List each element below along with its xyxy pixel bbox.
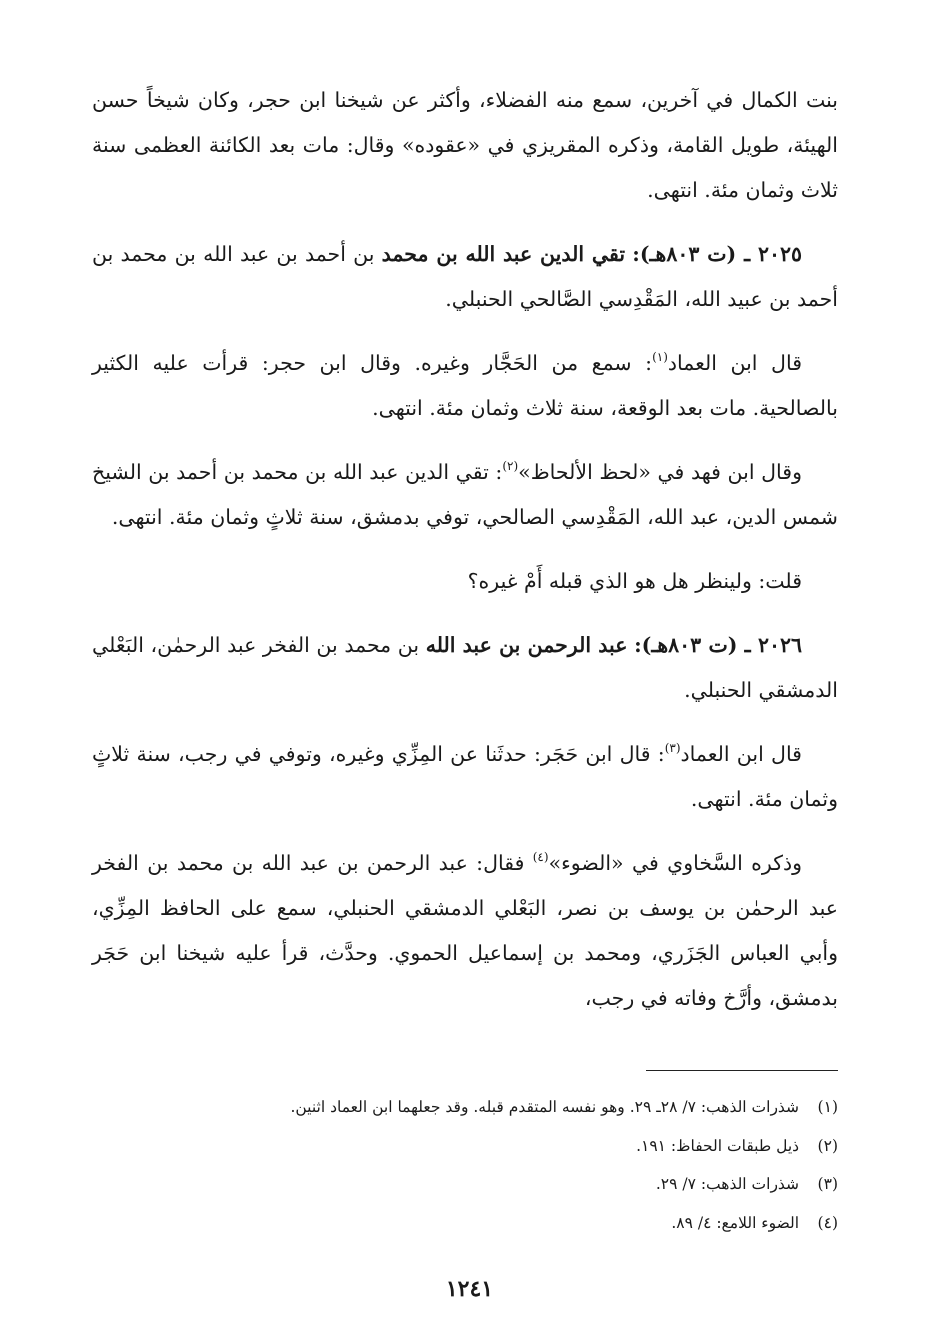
- footnote-text: ذيل طبقات الحفاظ: ١٩١.: [636, 1136, 800, 1155]
- footnotes: [92, 1088, 838, 1242]
- entry-number: ٢٠٢٥ ـ (ت ٨٠٣هـ):: [632, 242, 802, 266]
- entry-number: ٢٠٢٦ ـ (ت ٨٠٣هـ):: [634, 633, 802, 657]
- footnote-separator: [646, 1070, 838, 1071]
- footnote-number: (٢): [817, 1136, 838, 1155]
- quote-text: : سمع من الحَجَّار وغيره. وقال ابن حجر: قرأت عليه الكثير بالصالحية. مات بعد الوقعة، سنة ثلاث وثمان مئة. انتهى.: [92, 351, 838, 420]
- quote-text: : تقي الدين عبد الله بن محمد بن أحمد بن الشيخ شمس الدين، عبد الله، المَقْدِسي الصالحي، توفي بدمشق، سنة ثلاثٍ وثمان مئة. انتهى.: [92, 460, 838, 529]
- footnote-marker[interactable]: (٤): [532, 850, 549, 864]
- main-text: [92, 78, 838, 1040]
- quote-text: فقال: عبد الرحمن بن عبد الله بن محمد بن الفخر عبد الرحمٰن بن يوسف بن نصر، البَعْلي الدمشقي الحنبلي، سمع على الحافظ المِزِّي، وأبي العباس الجَزَري، ومحمد بن إسماعيل الحموي. وحدَّث، قرأ عليه شيخنا ابن حَجَر بدمشق، وأرَّخ وفاته في رجب،: [92, 851, 838, 1010]
- footnote-item: [92, 1127, 838, 1166]
- quote-ibn-alimad-2: [92, 732, 838, 822]
- footnote-marker[interactable]: (١): [652, 350, 668, 364]
- footnote-item: [92, 1088, 838, 1127]
- quote-intro: قال ابن العماد: [680, 742, 802, 766]
- quote-ibn-fahd: [92, 450, 838, 540]
- quote-ibn-alimad-1: [92, 341, 838, 431]
- quote-intro: قال ابن العماد: [667, 351, 802, 375]
- footnote-number: (١): [817, 1098, 838, 1116]
- quote-intro: وقال ابن فهد في «لحظ الألحاظ»: [518, 460, 802, 484]
- footnote-item: [92, 1204, 838, 1243]
- paragraph-continuation: [92, 78, 838, 213]
- page-number: ١٢٤١: [445, 1276, 494, 1302]
- footnote-text: شذرات الذهب: ٧/ ٢٨ـ ٢٩. وهو نفسه المتقدم قبله. وقد جعلهما ابن العماد اثنين.: [290, 1098, 800, 1116]
- paragraph-text: بنت الكمال في آخرين، سمع منه الفضلاء، وأكثر عن شيخنا ابن حجر، وكان شيخاً حسن الهيئة، طويل القامة، وذكره المقريزي في «عقوده» وقال: مات بعد الكائنة العظمى سنة ثلاث وثمان مئة. انتهى.: [92, 88, 838, 202]
- entry-lineage: بن أحمد بن عبد الله بن محمد بن أحمد بن عبيد الله، المَقْدِسي الصَّالحي الحنبلي.: [92, 242, 838, 311]
- paragraph-text: قلت: ولينظر هل هو الذي قبله أَمْ غيره؟: [467, 569, 802, 593]
- entry-name: تقي الدين عبد الله بن محمد: [381, 242, 626, 266]
- footnote-number: (٤): [817, 1213, 838, 1232]
- entry-lineage: بن محمد بن الفخر عبد الرحمٰن، البَعْلي الدمشقي الحنبلي.: [92, 633, 838, 702]
- footnote-item: [92, 1165, 838, 1204]
- quote-sakhawi: [92, 841, 838, 1021]
- entry-name: عبد الرحمن بن عبد الله: [425, 633, 628, 657]
- footnote-marker[interactable]: (٣): [664, 741, 681, 755]
- footnote-text: الضوء اللامع: ٤/ ٨٩.: [671, 1213, 800, 1232]
- entry-2025-heading: [92, 232, 838, 322]
- author-note: [92, 559, 838, 604]
- quote-intro: وذكره السَّخاوي في «الضوء»: [548, 851, 803, 875]
- quote-text: : قال ابن حَجَر: حدثَنا عن المِزِّي وغيره، وتوفي في رجب، سنة ثلاثٍ وثمان مئة. انتهى.: [92, 742, 838, 811]
- footnote-number: (٣): [817, 1175, 838, 1193]
- entry-2026-heading: [92, 623, 838, 713]
- footnote-text: شذرات الذهب: ٧/ ٢٩.: [655, 1175, 800, 1193]
- footnote-marker[interactable]: (٢): [502, 459, 519, 473]
